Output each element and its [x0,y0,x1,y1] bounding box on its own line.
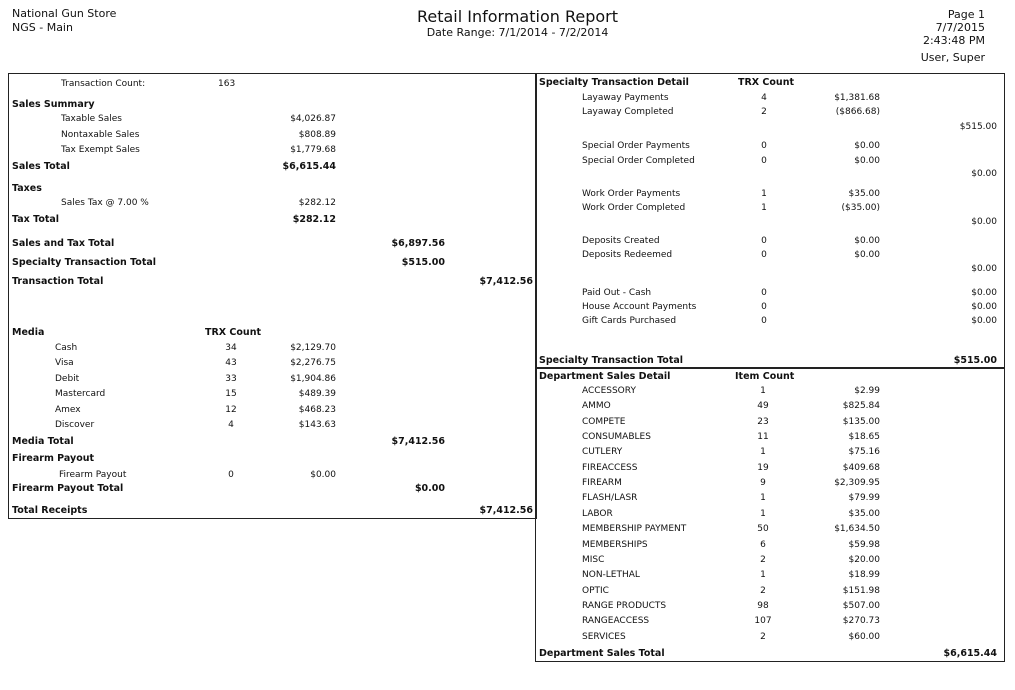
specialty-total-label: Specialty Transaction Total [12,257,157,268]
department-row-amount: $20.00 [848,554,880,565]
department-row-count: 1 [760,386,766,396]
media-heading: Media [12,327,45,338]
report-title: Retail Information Report [416,7,619,26]
media-row-amount: $468.23 [298,405,336,415]
firearm-payout-count: 0 [228,470,234,480]
department-item-count-header: Item Count [735,371,795,382]
paid-out-amount: $0.00 [971,316,997,326]
department-row-count: 11 [757,432,769,443]
specialty-total-value: $515.00 [401,257,445,268]
report-header-right [921,8,985,64]
media-row-amount: $143.63 [298,420,336,430]
page-number: Page 1 [947,8,985,21]
media-row-amount: $2,276.75 [290,358,336,368]
tax-total-value: $282.12 [292,214,336,225]
specialty-row-count: 4 [761,93,767,103]
specialty-row-label: Special Order Completed [582,156,695,166]
sales-total-value: $6,615.44 [282,161,336,172]
report-header-left [12,7,116,35]
department-row-label: OPTIC [582,585,609,596]
department-row-count: 107 [754,616,772,627]
specialty-detail-heading: Specialty Transaction Detail [539,77,689,88]
firearm-payout-label: Firearm Payout [59,470,127,480]
sales-row-amount: $808.89 [298,130,336,140]
sales-row-amount: $1,779.68 [290,145,336,155]
specialty-row-amount: $0.00 [854,141,880,151]
specialty-row-count: 0 [761,316,767,326]
date-range: Date Range: 7/1/2014 - 7/2/2014 [426,26,609,39]
tax-total-label: Tax Total [12,214,60,225]
firearm-payout-heading: Firearm Payout [12,453,95,464]
paid-out-amount: $0.00 [971,302,997,312]
department-row-count: 2 [760,631,766,642]
specialty-row-label: Layaway Completed [582,107,674,117]
department-row-count: 1 [760,508,766,519]
department-row-amount: $507.00 [842,600,880,611]
specialty-row-amount: $1,381.68 [834,93,880,103]
department-row-label: NON-LETHAL [582,570,640,581]
sales-row-label: Nontaxable Sales [61,130,140,140]
department-row-label: CONSUMABLES [582,432,651,443]
transaction-total-value: $7,412.56 [479,276,533,287]
department-row-amount: $2.99 [854,386,880,396]
media-row-amount: $2,129.70 [290,343,336,353]
department-row-count: 1 [760,570,766,581]
sales-row-label: Taxable Sales [61,114,122,124]
firearm-payout-amount: $0.00 [310,470,336,480]
department-row-label: MISC [582,554,605,565]
department-sales-total-label: Department Sales Total [539,648,665,659]
media-row-count: 15 [225,389,237,399]
department-row-count: 6 [760,539,766,550]
sales-and-tax-total-value: $6,897.56 [391,238,445,249]
store-location: NGS - Main [12,21,73,34]
department-row-amount: $60.00 [848,631,880,642]
specialty-group-total: $0.00 [971,169,997,179]
media-row-count: 12 [225,405,237,415]
total-receipts-label: Total Receipts [12,505,88,516]
media-row-label: Debit [55,374,80,384]
department-row-count: 9 [760,478,766,489]
department-row-amount: $18.99 [848,570,880,581]
specialty-row-count: 1 [761,189,767,199]
department-row-amount: $2,309.95 [834,478,880,489]
specialty-transaction-total-value: $515.00 [953,355,997,366]
report-title-block [330,8,705,40]
specialty-transaction-total-label: Specialty Transaction Total [539,355,684,366]
specialty-row-count: 0 [761,141,767,151]
department-row-amount: $409.68 [842,462,880,473]
department-row-amount: $18.65 [848,432,880,443]
media-row-amount: $489.39 [298,389,336,399]
department-detail-heading: Department Sales Detail [539,371,671,382]
department-row-amount: $270.73 [842,616,880,627]
report-user: User, Super [920,51,985,64]
media-total-label: Media Total [12,436,74,447]
store-name: National Gun Store [12,7,117,20]
department-row-label: MEMBERSHIP PAYMENT [582,524,687,535]
specialty-group-total: $515.00 [959,122,997,132]
specialty-trx-count-header: TRX Count [738,77,794,88]
report-time: 2:43:48 PM [922,34,985,47]
report-date: 7/7/2015 [935,21,985,34]
taxes-heading: Taxes [12,183,42,194]
media-row-label: Visa [55,358,74,368]
department-row-label: RANGE PRODUCTS [582,600,667,611]
specialty-group-total: $0.00 [971,217,997,227]
specialty-row-count: 0 [761,250,767,260]
specialty-row-count: 0 [761,236,767,246]
sales-summary-heading: Sales Summary [12,99,95,110]
department-row-label: FIREARM [582,478,622,489]
total-receipts-value: $7,412.56 [479,505,533,516]
department-row-amount: $35.00 [848,508,880,519]
department-row-label: SERVICES [582,631,626,642]
specialty-row-label: Deposits Redeemed [582,250,673,260]
specialty-row-count: 0 [761,156,767,166]
sales-row-label: Tax Exempt Sales [61,145,140,155]
transaction-count-label: Transaction Count: [61,79,146,89]
department-row-label: AMMO [582,401,611,412]
specialty-row-amount: $0.00 [854,236,880,246]
media-row-count: 4 [228,420,234,430]
department-row-count: 1 [760,447,766,458]
specialty-group-total: $0.00 [971,264,997,274]
specialty-row-amount: $0.00 [854,156,880,166]
department-row-count: 98 [757,600,769,611]
specialty-row-label: Gift Cards Purchased [582,316,677,326]
department-row-label: RANGEACCESS [582,616,650,627]
department-sales-total-value: $6,615.44 [943,648,997,659]
specialty-row-amount: ($866.68) [835,107,880,117]
specialty-row-label: Deposits Created [582,236,660,246]
department-row-amount: $75.16 [848,447,880,458]
department-row-label: ACCESSORY [582,386,636,396]
specialty-row-amount: $35.00 [848,189,880,199]
department-row-count: 2 [760,585,766,596]
sales-total-label: Sales Total [12,161,70,172]
department-row-label: MEMBERSHIPS [582,539,648,550]
specialty-row-label: Paid Out - Cash [582,288,652,298]
specialty-row-label: Special Order Payments [582,141,690,151]
transaction-count-value: 163 [218,79,236,89]
department-row-label: COMPETE [582,416,626,427]
paid-out-amount: $0.00 [971,288,997,298]
media-row-label: Cash [55,343,78,353]
media-row-amount: $1,904.86 [290,374,336,384]
firearm-payout-total-label: Firearm Payout Total [12,483,124,494]
media-trx-count-header: TRX Count [205,327,261,338]
department-row-amount: $1,634.50 [834,524,880,535]
department-row-amount: $825.84 [842,401,880,412]
firearm-payout-total-value: $0.00 [414,483,445,494]
department-row-label: CUTLERY [582,447,623,458]
department-row-amount: $79.99 [848,493,880,504]
sales-row-amount: $4,026.87 [290,114,336,124]
department-row-label: FIREACCESS [582,462,638,473]
department-row-amount: $151.98 [842,585,880,596]
department-row-count: 19 [757,462,769,473]
department-row-count: 2 [760,554,766,565]
department-row-count: 1 [760,493,766,504]
department-row-count: 49 [757,401,769,412]
specialty-row-count: 2 [761,107,767,117]
media-row-label: Amex [55,405,81,415]
department-row-amount: $59.98 [848,539,880,550]
specialty-row-count: 0 [761,288,767,298]
department-row-label: FLASH/LASR [582,493,638,504]
specialty-row-label: Work Order Completed [582,203,686,213]
specialty-row-count: 0 [761,302,767,312]
media-row-label: Mastercard [55,389,106,399]
department-row-amount: $135.00 [842,416,880,427]
sales-tax-label: Sales Tax @ 7.00 % [61,198,149,208]
specialty-row-label: Layaway Payments [582,93,669,103]
specialty-row-amount: $0.00 [854,250,880,260]
department-row-count: 23 [757,416,769,427]
specialty-row-label: Work Order Payments [582,189,681,199]
media-row-label: Discover [55,420,95,430]
department-row-label: LABOR [582,508,613,519]
sales-and-tax-total-label: Sales and Tax Total [12,238,115,249]
specialty-row-label: House Account Payments [582,302,697,312]
media-total-value: $7,412.56 [391,436,445,447]
specialty-row-amount: ($35.00) [841,203,880,213]
media-row-count: 43 [225,358,237,368]
media-row-count: 33 [225,374,237,384]
sales-tax-amount: $282.12 [298,198,336,208]
media-row-count: 34 [225,343,237,353]
specialty-row-count: 1 [761,203,767,213]
department-row-count: 50 [757,524,769,535]
transaction-total-label: Transaction Total [12,276,104,287]
